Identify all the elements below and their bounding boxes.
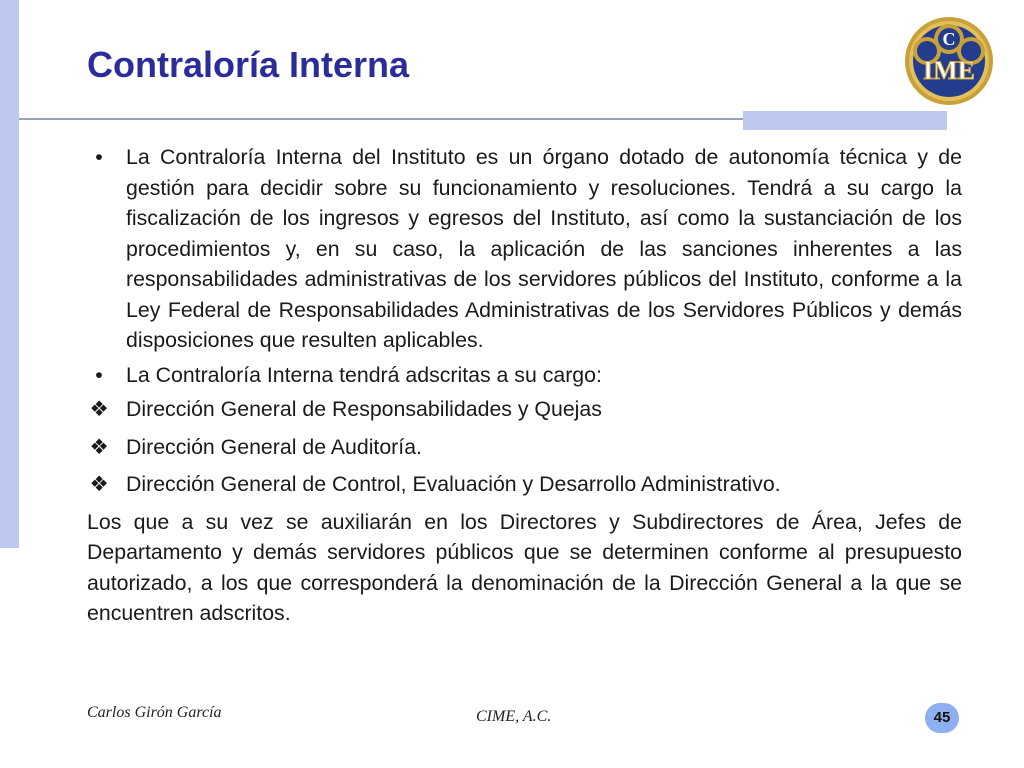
subitem: [87, 469, 962, 500]
diamond-icon: ❖: [89, 434, 109, 459]
bullet-item: [87, 360, 962, 391]
logo-letters-ime: IME: [923, 56, 975, 85]
logo-letter-c: C: [942, 29, 956, 49]
subitem: [87, 432, 962, 463]
diamond-icon: ❖: [89, 397, 109, 421]
page-number-badge: 45: [925, 703, 959, 733]
subitem: [87, 394, 962, 425]
cime-logo: [897, 13, 1001, 109]
slide-body: [87, 142, 962, 629]
page-title: Contraloría Interna: [87, 44, 410, 85]
footer-author: Carlos Girón García: [87, 704, 222, 721]
bullet-item: [87, 142, 962, 356]
subitem-text: Dirección General de Control, Evaluación y Desarrollo Administrativo.: [126, 472, 781, 496]
subitem-text: Dirección General de Responsabilidades y Quejas: [126, 397, 602, 421]
bullet-icon: •: [95, 362, 103, 387]
bullet-icon: •: [95, 145, 103, 169]
diamond-icon: ❖: [89, 472, 109, 496]
title-accent-bar: [743, 111, 947, 130]
closing-paragraph: Los que a su vez se auxiliarán en los Directores y Subdirectores de Área, Jefes de Departamento y demás servidores públicos que se determinen conforme al presupuesto autorizado, a los que corresponderá la denominación de la Dirección General a la que se encuentren adscritos.: [87, 509, 962, 625]
bullet-text: La Contraloría Interna del Instituto es un órgano dotado de autonomía técnica y de gestión para decidir sobre su funcionamiento y resoluciones. Tendrá a su cargo la fiscalización de los ingresos y egresos del Instituto, así como la sustanciación de los procedimientos y, en su caso, la aplicación de las sanciones inherentes a las responsabilidades administrativas de los servidores públicos del Instituto, conforme a la Ley Federal de Responsabilidades Administrativas de los Servidores Públicos y demás disposiciones que resulten aplicables.: [126, 145, 962, 352]
bullet-text: La Contraloría Interna tendrá adscritas a su cargo:: [126, 362, 602, 387]
left-accent-bar: [0, 0, 19, 548]
subitem-text: Dirección General de Auditoría.: [126, 434, 422, 459]
footer-organization: CIME, A.C.: [476, 708, 552, 725]
